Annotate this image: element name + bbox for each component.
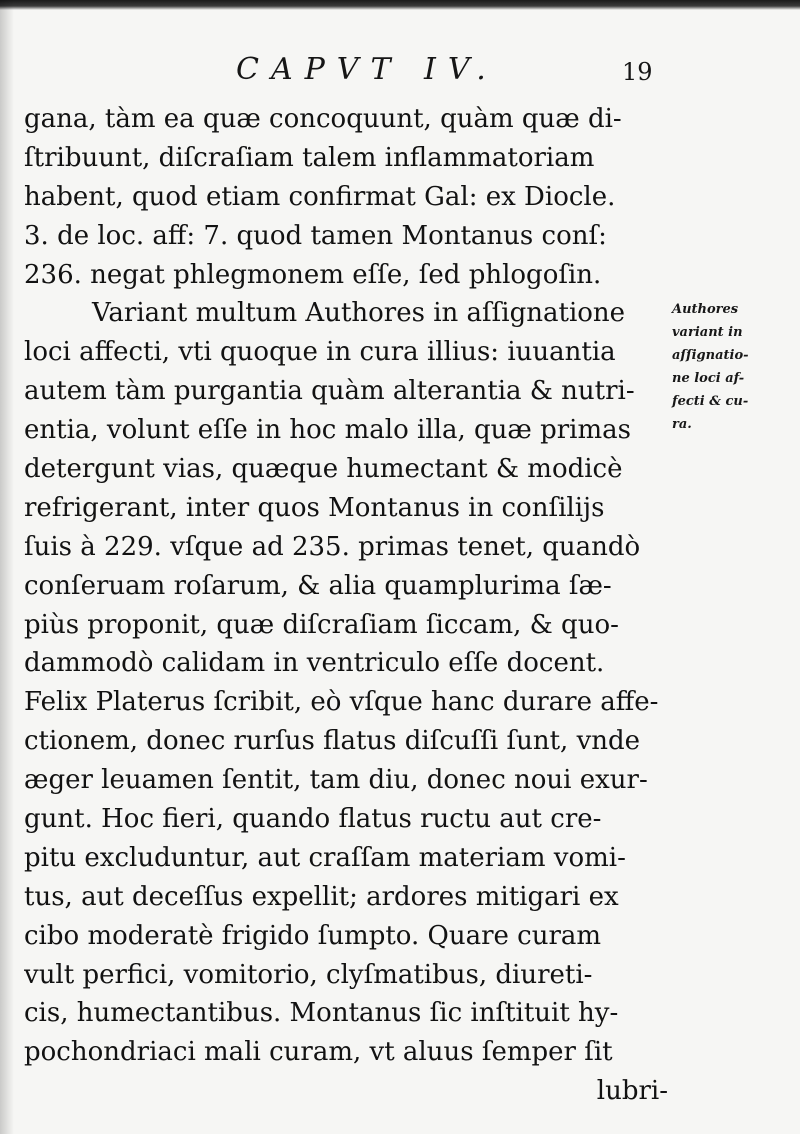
text-line: 236. negat phlegmonem eſſe, ſed phlogoſin.: [24, 259, 602, 290]
text-line: pitu excluduntur, aut craſſam materiam vomi-: [24, 842, 626, 873]
text-line: conſeruam roſarum, & alia quamplurima ſæ-: [24, 570, 612, 601]
page-gutter-shadow: [0, 0, 14, 1134]
paragraph-start-line: Variant multum Authores in aſſignatione: [92, 298, 626, 329]
text-line: pochondriaci mali curam, vt aluus ſemper ſit: [24, 1037, 613, 1068]
text-line: 3. de loc. aff: 7. quod tamen Montanus conſ:: [24, 220, 607, 251]
text-line: piùs proponit, quæ diſcraſiam ſiccam, & quo-: [24, 609, 619, 640]
margin-note-line: fecti & cu-: [672, 394, 749, 409]
text-line: ctionem, donec rurſus flatus diſcuſſi ſunt, vnde: [24, 726, 641, 757]
margin-note-line: variant in: [672, 325, 743, 340]
running-title: CAPVT IV.: [236, 52, 498, 87]
page-header: [0, 52, 800, 92]
margin-note-line: aſſignatio-: [672, 348, 749, 363]
margin-note-line: ne loci af-: [672, 371, 745, 386]
text-line: tus, aut deceſſus expellit; ardores mitigari ex: [24, 881, 619, 912]
margin-note: [672, 298, 796, 436]
text-line: habent, quod etiam confirmat Gal: ex Diocle.: [24, 181, 616, 212]
text-line: loci affecti, vti quoque in cura illius: iuuantia: [24, 337, 616, 368]
margin-note-line: ra.: [672, 417, 692, 432]
text-line: æger leuamen ſentit, tam diu, donec noui exur-: [24, 765, 648, 796]
text-line: autem tàm purgantia quàm alterantia & nutri-: [24, 376, 635, 407]
text-line: Felix Platerus ſcribit, eò vſque hanc durare affe-: [24, 687, 659, 718]
text-line: vult perfici, vomitorio, clyſmatibus, diureti-: [24, 959, 593, 990]
text-line: gana, tàm ea quæ concoquunt, quàm quæ di-: [24, 104, 622, 134]
text-line: refrigerant, inter quos Montanus in conſilijs: [24, 492, 605, 523]
text-line: ſtribuunt, diſcraſiam talem inflammatoriam: [24, 142, 595, 173]
text-line: cibo moderatè frigido ſumpto. Quare curam: [24, 920, 602, 951]
text-line: detergunt vias, quæque humectant & modicè: [24, 454, 623, 485]
text-line: dammodò calidam in ventriculo eſſe docent.: [24, 648, 605, 679]
catchword: lubri-: [596, 1076, 668, 1107]
text-line: ſuis à 229. vſque ad 235. primas tenet, quandò: [24, 531, 641, 562]
margin-note-line: Authores: [672, 302, 739, 317]
text-line: gunt. Hoc fieri, quando flatus ructu aut cre-: [24, 804, 602, 835]
page-top-shadow: [0, 0, 800, 10]
text-line: entia, volunt eſſe in hoc malo illa, quæ primas: [24, 415, 631, 446]
text-line: cis, humectantibus. Montanus ſic inſtituit hy-: [24, 998, 619, 1029]
body-text: [24, 100, 684, 1111]
page-number: 19: [622, 58, 653, 86]
